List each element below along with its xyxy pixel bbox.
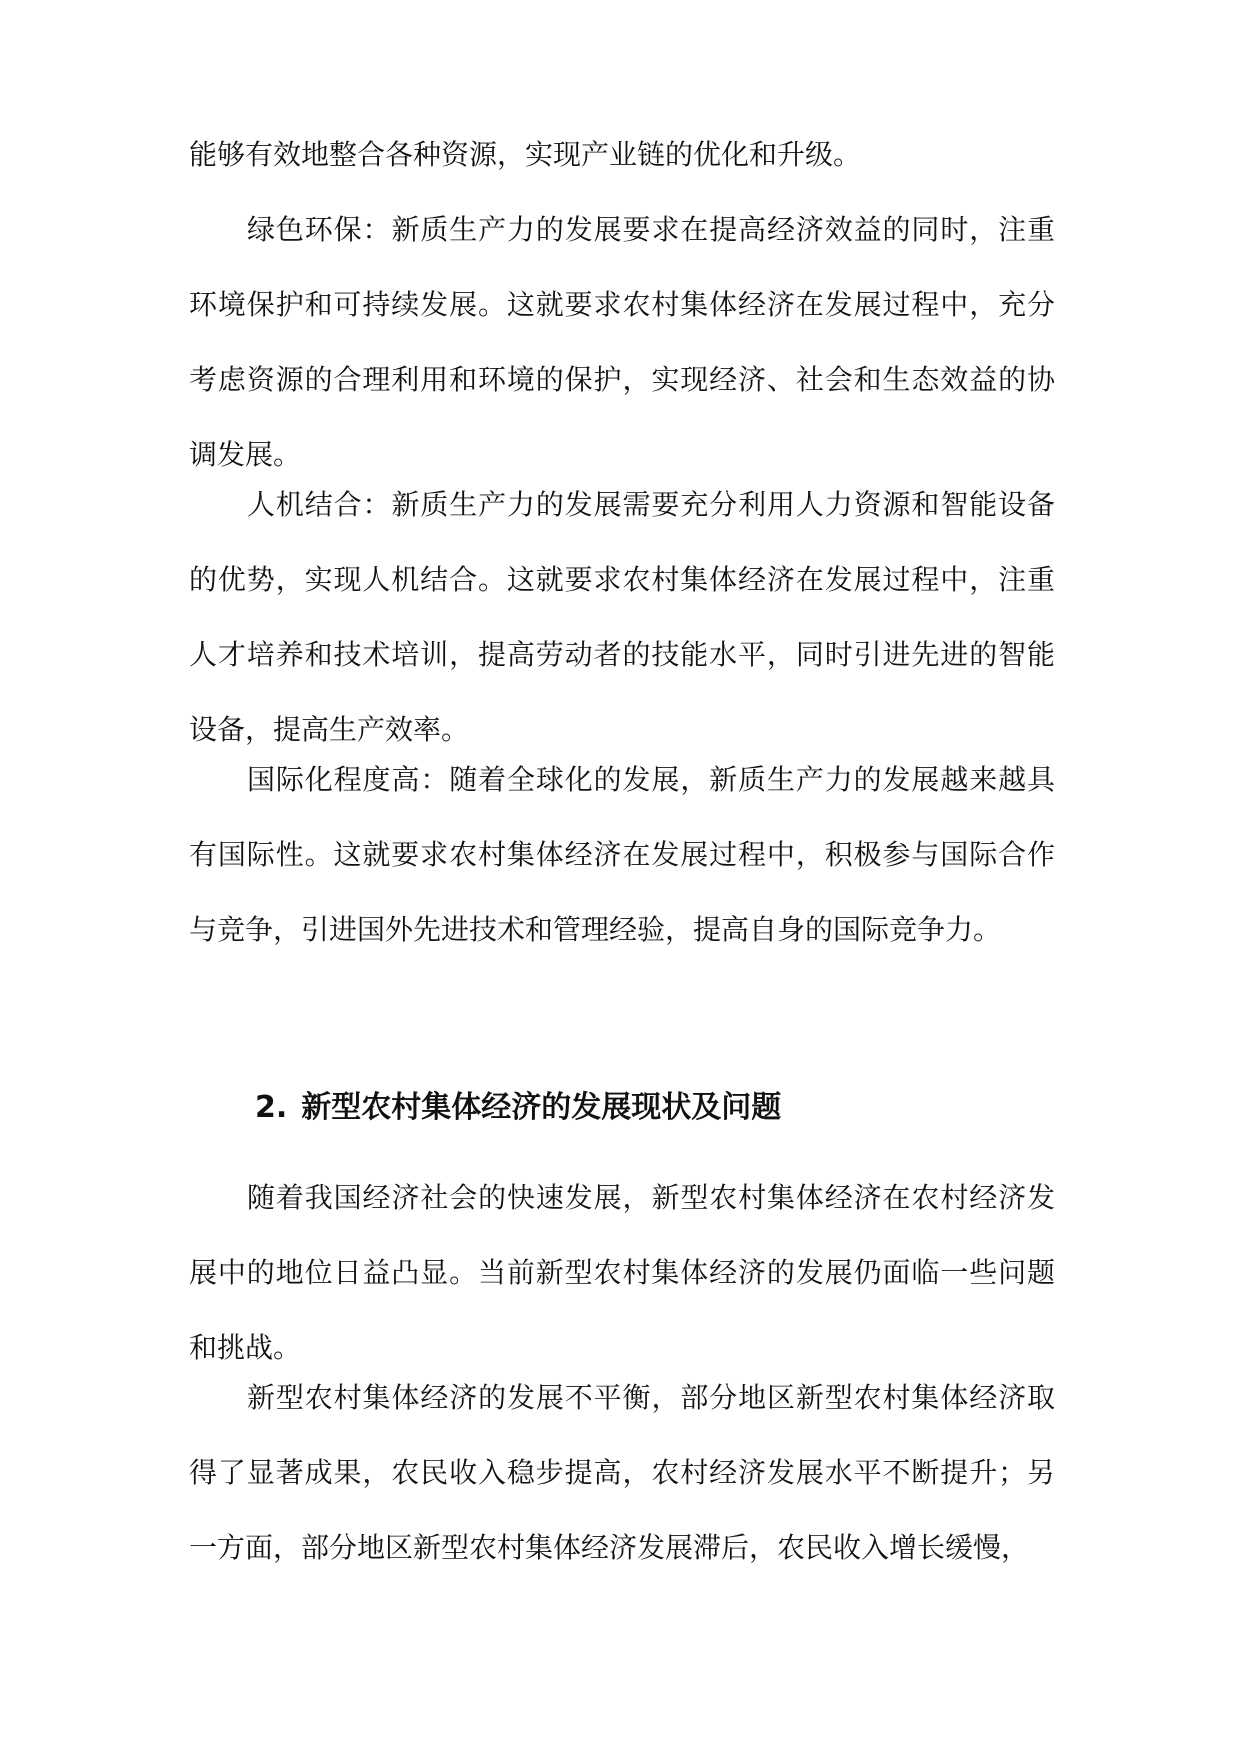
- section-title: 新型农村集体经济的发展现状及问题: [301, 1090, 782, 1125]
- paragraph-development-status: 随着我国经济社会的快速发展，新型农村集体经济在农村经济发展中的地位日益凸显。当前新型农村集体经济的发展仍面临一些问题和挑战。: [189, 1181, 1055, 1364]
- paragraph-green-environment: 绿色环保：新质生产力的发展要求在提高经济效益的同时，注重环境保护和可持续发展。这就要求农村集体经济在发展过程中，充分考虑资源的合理利用和环境的保护，实现经济、社会和生态效益的协调发展。: [189, 213, 1055, 471]
- paragraph-imbalance: 新型农村集体经济的发展不平衡，部分地区新型农村集体经济取得了显著成果，农民收入稳步提高，农村经济发展水平不断提升；另一方面，部分地区新型农村集体经济发展滞后，农民收入增长缓慢，: [189, 1381, 1055, 1564]
- paragraph-human-machine: 人机结合：新质生产力的发展需要充分利用人力资源和智能设备的优势，实现人机结合。这就要求农村集体经济在发展过程中，注重人才培养和技术培训，提高劳动者的技能水平，同时引进先进的智能设备，提高生产效率。: [189, 488, 1055, 746]
- section-number: 2.: [255, 1090, 288, 1125]
- paragraph-internationalization: 国际化程度高：随着全球化的发展，新质生产力的发展越来越具有国际性。这就要求农村集体经济在发展过程中，积极参与国际合作与竞争，引进国外先进技术和管理经验，提高自身的国际竞争力。: [189, 763, 1055, 946]
- continuation-paragraph: 能够有效地整合各种资源，实现产业链的优化和升级。: [189, 138, 862, 171]
- section-heading: [255, 1080, 781, 1136]
